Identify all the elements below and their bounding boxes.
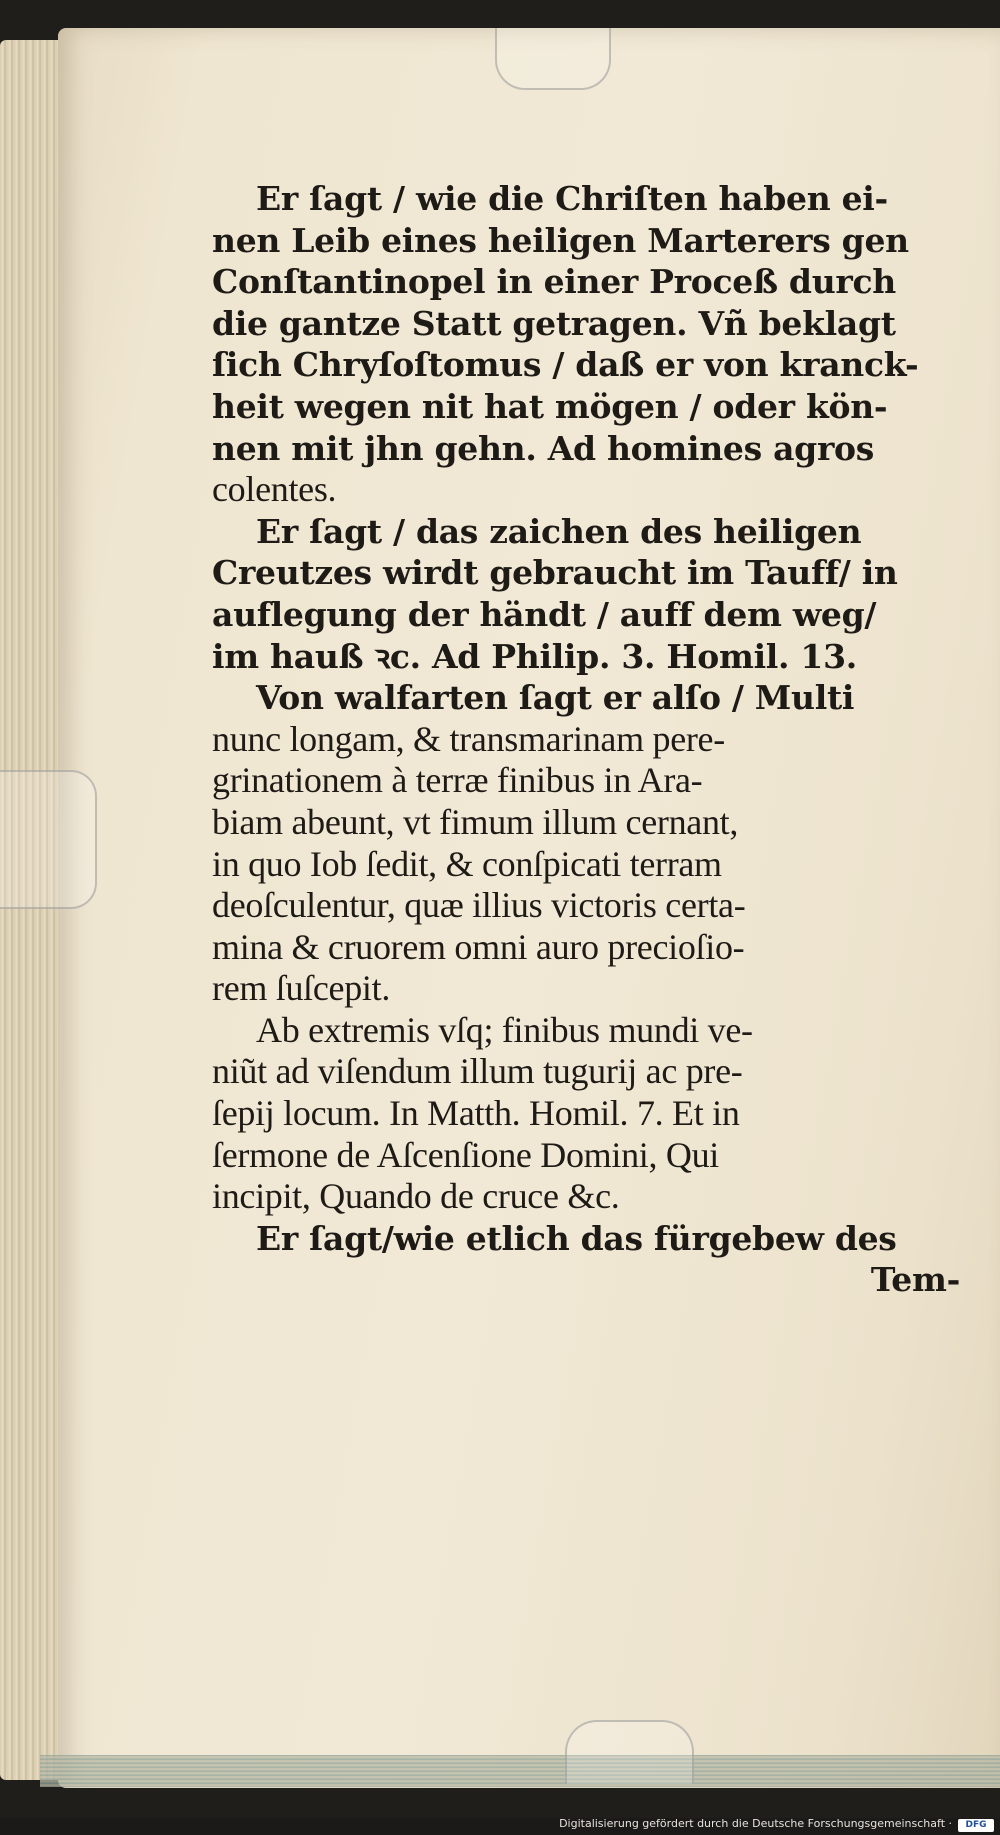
text-line: im hauß ꝛc. Ad Philip. 3. Homil. 13. [212,636,857,676]
footer-credit: Digitalisierung gefördert durch die Deutsche Forschungsgemeinschaft · [559,1817,952,1830]
page-text [212,178,972,1301]
text-line: deoſculentur, quæ illius victoris certa- [212,885,746,926]
text-line: niũt ad viſendum illum tugurij ac pre- [212,1051,743,1092]
dfg-logo: DFG [958,1819,994,1832]
text-line: mina & cruorem omni auro precioſio- [212,926,745,967]
text-line: rem ſuſcepit. [212,968,391,1009]
text-line: ſermone de Aſcenſione Domini, Qui [212,1134,719,1175]
text-line: colentes. [212,469,337,510]
text-line: ſepij locum. In Matth. Homil. 7. Et in [212,1093,740,1134]
text-line: Er ſagt / das zaichen des heiligen [256,511,862,551]
text-line: incipit, Quando de cruce &c. [212,1176,620,1217]
text-line: heit wegen nit hat mögen / oder kön- [212,386,888,426]
text-line: Er ſagt / wie die Chriſten haben ei- [256,179,888,218]
text-line: Conſtantinopel in einer Proceß durch [212,262,896,302]
text-line: nen Leib eines heiligen Marterers gen [212,220,909,260]
glass-clip-left [0,770,97,909]
catchword: Tem- [870,1260,960,1300]
text-line: Creutzes wirdt gebraucht im Tauff/ in [212,553,898,593]
book-bottom-edges [40,1755,1000,1787]
text-line: die gantze Statt getragen. Vñ beklagt [212,303,896,343]
text-line: Ab extremis vſq; finibus mundi ve- [256,1009,753,1050]
text-line: Von walfarten ſagt er alſo / Multi [256,678,855,718]
text-line: in quo Iob ſedit, & conſpicati terram [212,843,722,884]
text-line: ſich Chryſoſtomus / daß er von kranck- [212,345,919,385]
text-line: nunc longam, & transmarinam pere- [212,718,725,759]
glass-clip-bottom [565,1720,694,1784]
glass-clip-top [495,28,611,90]
text-line: biam abeunt, vt fimum illum cernant, [212,801,739,842]
text-line: Er ſagt/wie etlich das fürgebew des [256,1218,897,1258]
text-line: grinationem à terræ finibus in Ara- [212,760,703,801]
text-line: nen mit jhn gehn. Ad homines agros [212,428,875,468]
text-line: auflegung der händt / auff dem weg/ [212,594,877,634]
